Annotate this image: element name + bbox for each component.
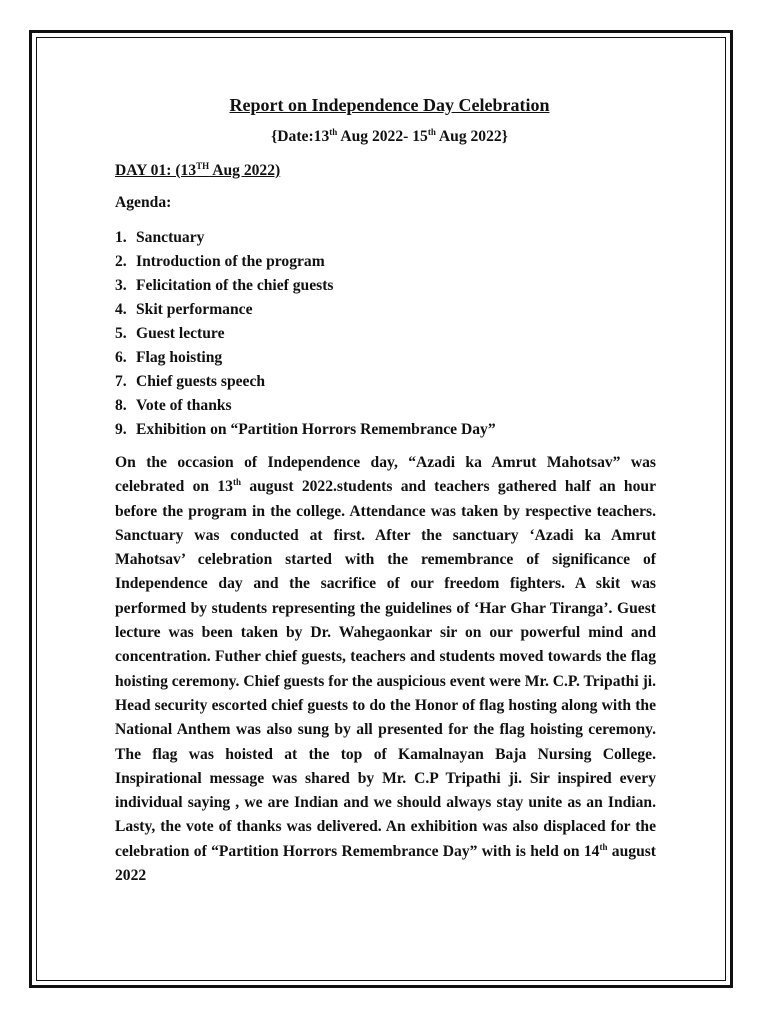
agenda-item (115, 346, 656, 370)
day-heading-sup: TH (196, 161, 210, 171)
date-sup-2: th (427, 127, 436, 137)
agenda-item-text: Felicitation of the chief guests (136, 277, 334, 294)
agenda-item-number: 2. (115, 253, 127, 270)
date-middle: Aug 2022- 15 (337, 128, 428, 145)
agenda-item-number: 5. (115, 325, 127, 342)
agenda-item (115, 394, 656, 418)
agenda-item (115, 250, 656, 274)
date-sup-1: th (329, 127, 338, 137)
agenda-item-text: Chief guests speech (136, 373, 266, 390)
date-suffix: Aug 2022} (435, 128, 508, 145)
agenda-item (115, 370, 656, 394)
agenda-list (115, 226, 656, 442)
paragraph-part-2: august 2022.students and teachers gathered half an hour before the program in the college. Attendance was taken by respective teachers. Sanctuary was conducted at first. After the sanctuary ‘Azadi ka Amrut Mahotsav’ celebration started with the remembrance of significance of Independence day and the sacrifice of our freedom fighters. A skit was performed by students representing the guidelines of ‘Har Ghar Tiranga’. Guest lecture was been taken by Dr. Wahegaonkar sir on our powerful mind and concentration. Futher chief guests, teachers and students moved towards the flag hoisting ceremony. Chief guests for the auspicious event were Mr. C.P. Tripathi ji. Head security escorted chief guests to do the Honor of flag hosting along with the National Anthem was also sung by all presented for the flag hoisting ceremony. The flag was hoisted at the top of Kamalnayan Baja Nursing College. Inspirational message was shared by Mr. C.P Tripathi ji. Sir inspired every individual saying , we are Indian and we should always stay unite as an Indian. Lasty, the vote of thanks was delivered. An exhibition was also displaced for the celebration of “Partition Horrors Remembrance Day” with is held on 14 (115, 478, 657, 860)
agenda-item (115, 418, 656, 442)
agenda-item-text: Flag hoisting (136, 349, 223, 366)
paragraph-part-1: On the occasion of Independence day, “Azadi ka Amrut Mahotsav” was celebrated on 13 (115, 454, 656, 496)
agenda-item-number: 3. (115, 277, 127, 294)
agenda-item-number: 8. (115, 397, 127, 414)
agenda-item (115, 274, 656, 298)
day-heading-prefix: DAY 01: (13 (115, 162, 197, 179)
paragraph-sup-1: th (232, 477, 241, 488)
date-prefix: {Date:13 (271, 128, 330, 145)
agenda-item (115, 322, 656, 346)
agenda-item (115, 298, 656, 322)
agenda-item-number: 9. (115, 421, 127, 438)
agenda-item-text: Introduction of the program (136, 253, 325, 270)
agenda-item-number: 1. (115, 229, 127, 246)
agenda-item-number: 7. (115, 373, 127, 390)
report-paragraph (115, 451, 656, 888)
paragraph-part-3: august 2022 (115, 842, 657, 885)
agenda-item (115, 226, 656, 250)
agenda-item-text: Skit performance (136, 301, 253, 318)
agenda-item-text: Sanctuary (136, 229, 205, 246)
agenda-item-number: 4. (115, 301, 127, 318)
report-title: Report on Independence Day Celebration (229, 95, 550, 115)
document-content (115, 95, 656, 888)
agenda-heading: Agenda: (115, 194, 172, 211)
agenda-item-text: Exhibition on “Partition Horrors Remembrance Day” (136, 421, 496, 438)
day-heading (115, 162, 656, 180)
agenda-item-text: Guest lecture (136, 325, 225, 342)
agenda-item-text: Vote of thanks (136, 397, 232, 414)
agenda-item-number: 6. (115, 349, 127, 366)
day-heading-suffix: Aug 2022) (209, 162, 281, 179)
date-range (115, 128, 656, 146)
paragraph-sup-2: th (599, 841, 608, 852)
